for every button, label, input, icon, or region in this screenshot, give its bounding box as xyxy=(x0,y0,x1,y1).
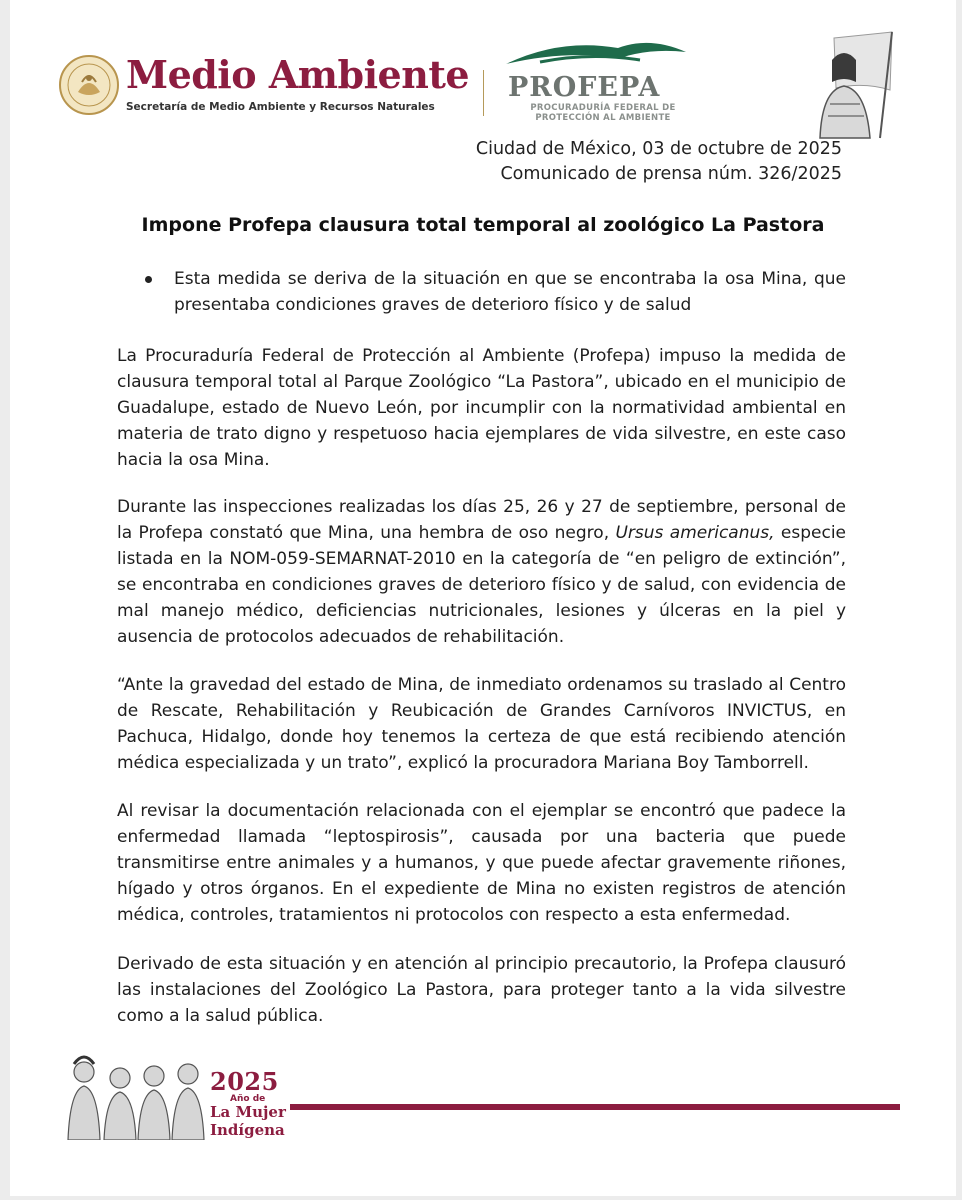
indigenous-women-illustration xyxy=(62,1050,208,1140)
agency-subtitle-line-2: PROTECCIÓN AL AMBIENTE xyxy=(535,113,671,123)
paragraph-4: Al revisar la documentación relacionada con el ejemplar se encontró que padece la enfermedad llamada “leptospirosis”, causada por una bacteria que puede transmitirse entre animales y a humanos, y que puede afectar gravemente riñones, hígado y otros órganos. En el expediente de Mina no existen registros de atención médica, controles, tratamientos ni protocolos con respecto a esta enfermedad. xyxy=(117,801,846,925)
release-meta xyxy=(476,137,842,187)
heroine-flag-illustration xyxy=(794,30,904,140)
place-date: Ciudad de México, 03 de octubre de 2025 xyxy=(475,139,842,159)
agency-title: PROFEPA xyxy=(508,72,661,103)
paragraph-2 xyxy=(117,494,846,650)
logo-divider xyxy=(483,70,484,116)
paragraph-5: Derivado de esta situación y en atención al principio precautorio, la Profepa clausuró las instalaciones del Zoológico La Pastora, para proteger tanto a la vida silvestre como a la salud pública. xyxy=(117,954,846,1026)
footer-line-2: Indígena xyxy=(210,1121,285,1139)
bullet-dot-icon xyxy=(145,276,152,283)
paragraph-1: La Procuraduría Federal de Protección al Ambiente (Profepa) impuso la medida de clausura temporal total al Parque Zoológico “La Pastora”, ubicado en el municipio de Guadalupe, estado de Nuevo León, por incumplir con la normatividad ambiental en materia de trato digno y respetuoso hacia ejemplares de vida silvestre, en este caso hacia la osa Mina. xyxy=(117,346,846,470)
species-name: Ursus americanus, xyxy=(615,523,775,543)
paragraph-2-text-b: especie listada en la NOM-059-SEMARNAT-2010 en la categoría de “en peligro de extinción”, se encontraba en condiciones graves de deterioro físico y de salud, con evidencia de mal manejo médico, deficiencias nutricionales, lesiones y úlceras en la piel y ausencia de protocolos adecuados de rehabilitación. xyxy=(117,523,846,647)
paragraph-2-text-a: Durante las inspecciones realizadas los días 25, 26 y 27 de septiembre, personal de la Profepa constató que Mina, una hembra de oso negro, xyxy=(117,497,846,543)
agency-subtitle-line-1: PROCURADURÍA FEDERAL DE xyxy=(530,103,676,113)
paragraph-3: “Ante la gravedad del estado de Mina, de inmediato ordenamos su traslado al Centro de Rescate, Rehabilitación y Reubicación de Grandes Carnívoros INVICTUS, en Pachuca, Hidalgo, donde hoy tenemos la certeza de que está recibiendo atención médica especializada y un trato”, explicó la procuradora Mariana Boy Tamborrell. xyxy=(117,675,846,773)
summary-bullet: Esta medida se deriva de la situación en que se encontraba la osa Mina, que presentaba condiciones graves de deterioro físico y de salud xyxy=(174,269,846,315)
brand-subtitle: Secretaría de Medio Ambiente y Recursos Naturales xyxy=(126,101,435,113)
footer-rule xyxy=(290,1104,900,1110)
agency-subtitle xyxy=(518,103,688,123)
mexico-coat-of-arms-seal xyxy=(58,54,120,116)
eagle-wing-icon xyxy=(500,34,690,74)
brand-title: Medio Ambiente xyxy=(126,52,470,97)
footer-line-1: La Mujer xyxy=(210,1103,286,1121)
footer-year: 2025 xyxy=(210,1067,279,1096)
footer-anio-de: Año de xyxy=(230,1094,266,1104)
headline: Impone Profepa clausura total temporal al zoológico La Pastora xyxy=(141,214,825,236)
press-release-page xyxy=(10,0,956,1196)
release-number: Comunicado de prensa núm. 326/2025 xyxy=(500,164,842,184)
